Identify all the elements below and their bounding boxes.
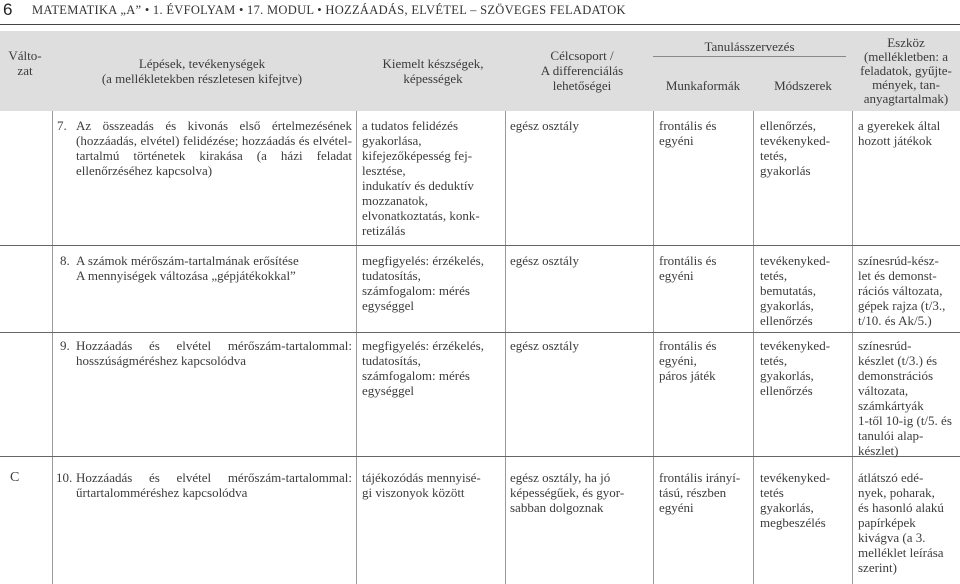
method-cell: tevékenyked- tetés, bemutatás, gyakorlás, ellenőrzés — [760, 253, 831, 328]
column-rule — [505, 111, 506, 584]
tool-cell: átlátszó edé- nyek, poharak, és hasonló alakú papírképek kivágva (a 3. melléklet leírása szerint) — [858, 470, 944, 575]
skills-cell: a tudatos felidézés gyakorlása, kifejezőképesség fej- lesztése, indukatív és deduktív mozzanatok, elvonatkoztatás, konk- retizálás — [362, 118, 480, 238]
method-cell: tevékenyked- tetés, gyakorlás, ellenőrzés — [760, 338, 831, 398]
tool-cell: színesrúd-kész- let és demonst- rációs változata, gépek rajza (t/3., t/10. és Ak/5.) — [858, 253, 946, 328]
work-form-cell: frontális és egyéni — [659, 253, 717, 283]
header-kiemelt: Kiemelt készségek, képességek — [382, 56, 484, 86]
row-divider — [0, 332, 960, 333]
column-rule — [852, 111, 853, 584]
target-group-cell: egész osztály — [510, 253, 579, 268]
column-rule — [356, 111, 357, 584]
skills-cell: megfigyelés: érzékelés, tudatosítás, számfogalom: mérés egységgel — [362, 253, 484, 313]
work-form-cell: frontális és egyéni — [659, 118, 717, 148]
step-description: Hozzáadás és elvétel mérőszám-tartalommal: űrtartalomméréshez kapcsolódva — [76, 470, 352, 500]
step-number: 10. — [56, 470, 73, 485]
valtozat-cell: C — [10, 470, 20, 485]
work-form-cell: frontális és egyéni, páros játék — [659, 338, 717, 383]
target-group-cell: egész osztály — [510, 338, 579, 353]
column-rule — [753, 111, 754, 584]
target-group-cell: egész osztály, ha jó képességűek, és gyor- sabban dolgoznak — [510, 470, 625, 515]
step-number: 7. — [57, 118, 67, 133]
page-number: 6 — [3, 0, 13, 19]
row-divider — [0, 456, 960, 457]
step-number: 9. — [60, 338, 70, 353]
header-celcsoport: Célcsoport / A differenciálás lehetőségei — [540, 48, 624, 93]
step-description: Az összeadás és kivonás első értelmezésének (hozzáadás, elvétel) felidézése; hozzáadás és elvétel-tartalmú történetek kirakása (a házi feladat ellenőrzéséhez kapcsolva) — [76, 118, 352, 178]
step-description: A számok mérőszám-tartalmának erősítése A mennyiségek változása „gépjátékokkal” — [76, 253, 299, 283]
tool-cell: színesrúd- készlet (t/3.) és demonstrációs változata, számkártyák 1-től 10-ig (t/5. és tanulói alap- készlet) — [858, 338, 952, 458]
method-cell: tevékenyked- tetés gyakorlás, megbeszélés — [760, 470, 831, 530]
column-rule — [52, 111, 53, 584]
page-header — [0, 0, 960, 25]
header-valtozat: Válto- zat — [8, 48, 42, 78]
header-modszerek: Módszerek — [774, 78, 832, 93]
skills-cell: megfigyelés: érzékelés, tudatosítás, számfogalom: mérés egységgel — [362, 338, 484, 398]
running-title: MATEMATIKA „A” • 1. ÉVFOLYAM • 17. MODUL • HOZZÁADÁS, ELVÉTEL – SZÖVEGES FELADATOK — [32, 3, 626, 17]
header-lepesek: Lépések, tevékenységek (a mellékletekben részletesen kifejtve) — [101, 56, 303, 86]
header-eszkoz: Eszköz (mellékletben: a feladatok, gyűjte- mények, tan- anyagtartalmak) — [860, 35, 952, 106]
column-rule — [653, 111, 654, 584]
header-group-divider — [653, 56, 846, 57]
header-munkaformak: Munkaformák — [665, 78, 741, 93]
method-cell: ellenőrzés, tevékenyked- tetés, gyakorlás — [760, 118, 831, 178]
row-divider — [0, 245, 960, 246]
target-group-cell: egész osztály — [510, 118, 579, 133]
tool-cell: a gyerekek által hozott játékok — [858, 118, 941, 148]
skills-cell: tájékozódás mennyisé- gi viszonyok között — [362, 470, 481, 500]
step-description: Hozzáadás és elvétel mérőszám-tartalommal: hosszúságméréshez kapcsolódva — [76, 338, 352, 368]
step-number: 8. — [60, 253, 70, 268]
header-tanulasszervezes: Tanulásszervezés — [704, 39, 795, 54]
work-form-cell: frontális irányí- tású, részben egyéni — [659, 470, 741, 515]
